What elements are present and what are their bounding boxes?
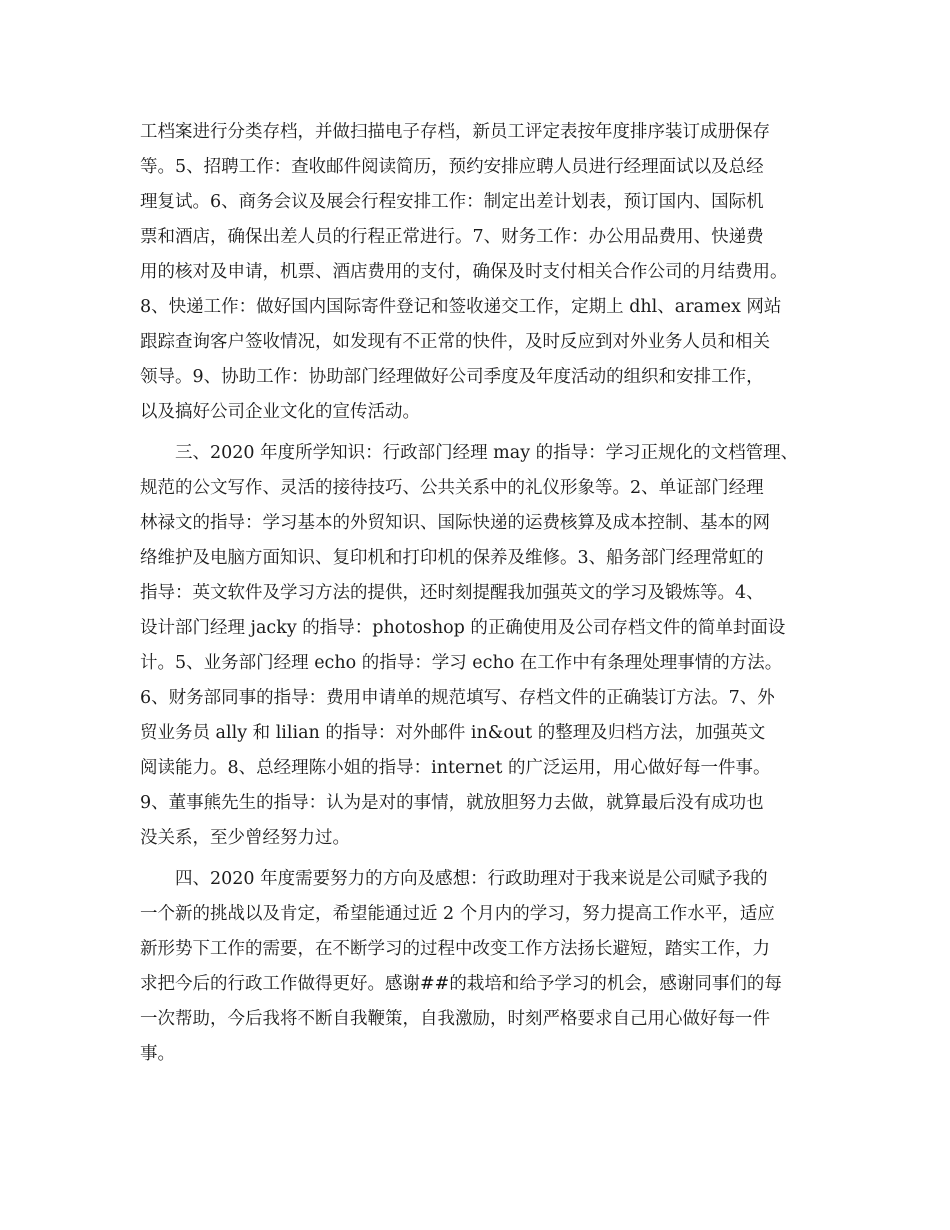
- text-line: 计。5、业务部门经理 echo 的指导：学习 echo 在工作中有条理处理事情的方法。: [140, 653, 783, 673]
- text-line: 以及搞好公司企业文化的宣传活动。: [140, 402, 420, 422]
- text-line: 6、财务部同事的指导：费用申请单的规范填写、存档文件的正确装订方法。7、外: [140, 688, 775, 708]
- text-line: 规范的公文写作、灵活的接待技巧、公共关系中的礼仪形象等。2、单证部门经理: [140, 478, 764, 498]
- paragraph-heading-line: 三、2020 年度所学知识：行政部门经理 may 的指导：学习正规化的文档管理、: [175, 443, 799, 463]
- text-line: 等。5、招聘工作：查收邮件阅读简历，预约安排应聘人员进行经理面试以及总经: [140, 157, 764, 177]
- text-line: 领导。9、协助工作：协助部门经理做好公司季度及年度活动的组织和安排工作，: [140, 367, 764, 387]
- text-line: 一个新的挑战以及肯定，希望能通过近 2 个月内的学习，努力提高工作水平，适应: [140, 904, 775, 924]
- text-line: 贸业务员 ally 和 lilian 的指导：对外邮件 in&out 的整理及归档方法，加强英文: [140, 723, 766, 743]
- text-line: 求把今后的行政工作做得更好。感谢##的栽培和给予学习的机会，感谢同事们的每: [140, 974, 782, 994]
- text-line: 工档案进行分类存档，并做扫描电子存档，新员工评定表按年度排序装订成册保存: [140, 122, 770, 142]
- text-line: 理复试。6、商务会议及展会行程安排工作：制定出差计划表，预订国内、国际机: [140, 192, 764, 212]
- text-line: 9、董事熊先生的指导：认为是对的事情，就放胆努力去做，就算最后没有成功也: [140, 793, 764, 813]
- paragraph-heading-line: 四、2020 年度需要努力的方向及感想：行政助理对于我来说是公司赋予我的: [175, 869, 768, 889]
- text-line: 8、快递工作：做好国内国际寄件登记和签收递交工作，定期上 dhl、aramex 网站: [140, 297, 782, 317]
- text-line: 络维护及电脑方面知识、复印机和打印机的保养及维修。3、船务部门经理常虹的: [140, 548, 764, 568]
- text-line: 阅读能力。8、总经理陈小姐的指导：internet 的广泛运用，用心做好每一件事。: [140, 758, 771, 778]
- text-line: 没关系，至少曾经努力过。: [140, 828, 350, 848]
- text-line: 一次帮助，今后我将不断自我鞭策，自我激励，时刻严格要求自己用心做好每一件: [140, 1009, 770, 1029]
- text-line: 设计部门经理 jacky 的指导：photoshop 的正确使用及公司存档文件的简单封面设: [140, 618, 786, 638]
- text-line: 指导：英文软件及学习方法的提供，还时刻提醒我加强英文的学习及锻炼等。4、: [140, 583, 764, 603]
- text-line: 林禄文的指导：学习基本的外贸知识、国际快递的运费核算及成本控制、基本的网: [140, 513, 770, 533]
- text-line: 票和酒店，确保出差人员的行程正常进行。7、财务工作：办公用品费用、快递费: [140, 227, 764, 247]
- text-line: 事。: [140, 1044, 175, 1064]
- text-line: 用的核对及申请，机票、酒店费用的支付，确保及时支付相关合作公司的月结费用。: [140, 262, 788, 282]
- text-line: 新形势下工作的需要，在不断学习的过程中改变工作方法扬长避短，踏实工作，力: [140, 939, 770, 959]
- text-line: 跟踪查询客户签收情况，如发现有不正常的快件，及时反应到对外业务人员和相关: [140, 332, 770, 352]
